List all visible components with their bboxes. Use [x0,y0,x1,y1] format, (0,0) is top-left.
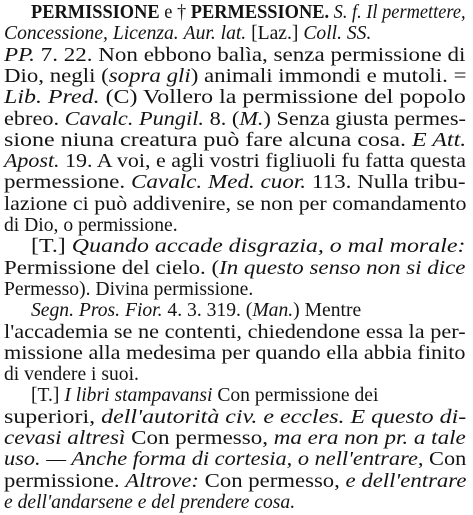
text-segment: PERMISSIONE [31,2,160,23]
text-segment: 19. A voi, e agli vostri figliuoli fu fatta questa [59,151,466,173]
text-segment: Con [423,449,467,471]
text-segment: missione alla medesima per quando ella abbia finito [4,342,466,364]
text-segment: PERMESSIONE. [190,2,330,23]
text-segment: ) Mentre [293,300,362,322]
text-segment: Man. [252,300,294,322]
text-segment: I libri stampavansi [64,385,213,407]
text-segment: lazione ci può addivenire, se non per comandamento [4,193,467,215]
text-segment: sopra gli [108,65,191,87]
text-segment: PP. [4,44,35,66]
text-segment: ebreo. [4,108,65,130]
text-segment: Coll. SS. [303,23,372,45]
text-segment: [Laz.] [246,23,304,45]
text-segment: Apost. [4,151,60,173]
text-segment: e † [159,2,191,23]
text-segment: M. [239,108,264,130]
text-segment: 4. 3. 319. ( [162,300,253,322]
text-segment: E Att. [412,129,467,151]
text-segment: ) animali immondi e mutoli. = [190,65,467,87]
text-segment: Cavalc. Med. cuor. [130,172,307,194]
text-segment: In questo senso non si dice [219,257,466,279]
text-segment: permissione. [4,470,126,492]
text-segment: 8. ( [204,108,240,130]
text-segment: dell'autorità civ. e eccles. E questo di- [101,406,467,428]
text-segment: (C) Vollero la permissione del popolo [99,87,466,109]
text-segment: l'accademia se ne contenti, chiedendone essa la per- [4,321,466,343]
text-segment: Concessione, Licenza. [4,23,179,45]
text-segment: Quando accade disgrazia, o mal morale: [71,236,466,258]
text-segment: ma era non pr. a tale [273,428,466,449]
text-segment: superiori, [4,406,102,428]
text-segment: Lib. Pred. [4,87,100,109]
text-segment: cevasi altresì [4,428,126,449]
text-segment: 113. Nulla tribu- [306,172,466,194]
text-segment: Segn. Pros. Fior. [31,300,163,322]
text-segment: Con permesso, [198,470,346,492]
text-segment: e dell'entrare [345,470,467,492]
text-segment: permessione. [4,172,131,194]
text-line [4,491,295,515]
text-segment: S. f. Il permettere, [329,2,466,23]
text-segment: ) Senza giusta permes- [263,108,466,130]
text-segment: Cavalc. Pungil. [64,108,205,130]
text-segment: [T.] [31,385,65,407]
text-segment: Con permesso, [125,428,274,449]
text-segment: [T.] [31,236,72,258]
text-segment: sione niuna creatura può fare alcuna cosa. [4,129,413,151]
text-segment: Dio, negli ( [4,65,109,87]
text-segment: e dell'andarsene e del prendere cosa. [4,491,296,513]
text-segment: uso. — Anche forma di cortesia, o nell'entrare, [4,449,424,471]
text-segment: Altrove: [125,470,199,492]
text-segment: Con permissione dei [212,385,379,407]
text-segment: Permesso). Divina permissione. [4,278,254,300]
text-segment: 7. 22. Non ebbono balìa, senza permissione di [34,44,466,66]
text-segment: Aur. lat. [183,23,247,45]
text-segment: di vendere i suoi. [4,364,139,386]
text-segment: di Dio, o permissione. [4,215,178,236]
text-segment: Permissione del cielo. ( [4,257,220,279]
